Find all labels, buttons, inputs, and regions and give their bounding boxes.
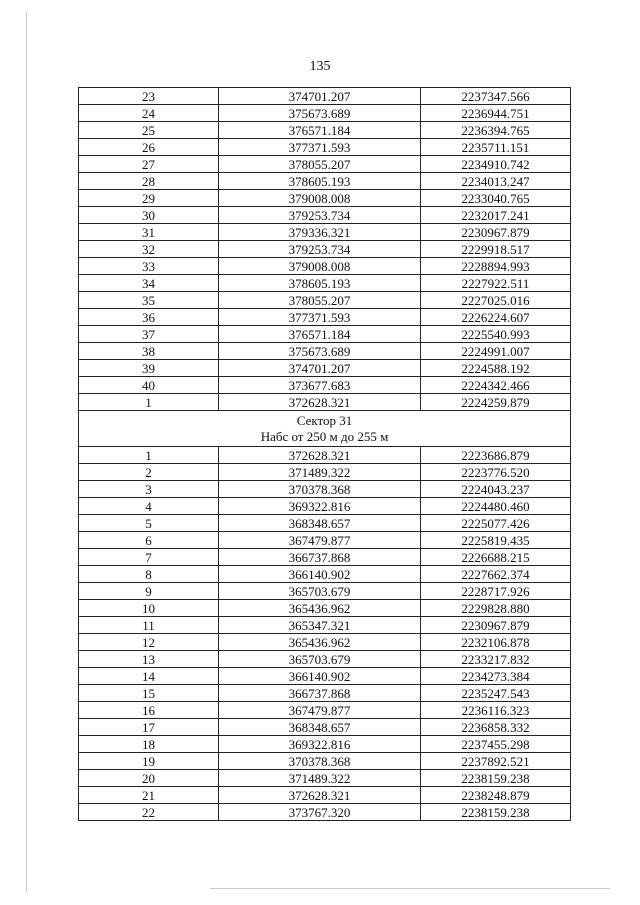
point-number-cell: 13	[79, 651, 219, 668]
point-number-cell: 33	[79, 258, 219, 275]
table-row	[79, 122, 571, 139]
point-number-cell: 37	[79, 326, 219, 343]
point-number-cell: 17	[79, 719, 219, 736]
table-row	[79, 668, 571, 685]
x-coordinate-cell: 377371.593	[219, 309, 421, 326]
point-number-cell: 7	[79, 549, 219, 566]
table-row	[79, 190, 571, 207]
table-row	[79, 360, 571, 377]
y-coordinate-cell: 2236394.765	[421, 122, 571, 139]
y-coordinate-cell: 2232017.241	[421, 207, 571, 224]
point-number-cell: 20	[79, 770, 219, 787]
x-coordinate-cell: 367479.877	[219, 532, 421, 549]
point-number-cell: 40	[79, 377, 219, 394]
point-number-cell: 27	[79, 156, 219, 173]
point-number-cell: 36	[79, 309, 219, 326]
x-coordinate-cell: 374701.207	[219, 360, 421, 377]
point-number-cell: 5	[79, 515, 219, 532]
table-row	[79, 617, 571, 634]
y-coordinate-cell: 2229918.517	[421, 241, 571, 258]
y-coordinate-cell: 2229828.880	[421, 600, 571, 617]
table-row	[79, 275, 571, 292]
point-number-cell: 25	[79, 122, 219, 139]
x-coordinate-cell: 378055.207	[219, 156, 421, 173]
x-coordinate-cell: 371489.322	[219, 464, 421, 481]
page-number: 135	[309, 59, 331, 74]
point-number-cell: 3	[79, 481, 219, 498]
x-coordinate-cell: 365703.679	[219, 651, 421, 668]
y-coordinate-cell: 2236944.751	[421, 105, 571, 122]
table-row	[79, 258, 571, 275]
table-row	[79, 583, 571, 600]
x-coordinate-cell: 379008.008	[219, 190, 421, 207]
y-coordinate-cell: 2233040.765	[421, 190, 571, 207]
y-coordinate-cell: 2227025.016	[421, 292, 571, 309]
x-coordinate-cell: 379253.734	[219, 207, 421, 224]
x-coordinate-cell: 366140.902	[219, 566, 421, 583]
table-row	[79, 549, 571, 566]
x-coordinate-cell: 370378.368	[219, 481, 421, 498]
table-row	[79, 139, 571, 156]
point-number-cell: 24	[79, 105, 219, 122]
x-coordinate-cell: 375673.689	[219, 105, 421, 122]
table-row	[79, 566, 571, 583]
y-coordinate-cell: 2224259.879	[421, 394, 571, 411]
x-coordinate-cell: 365436.962	[219, 600, 421, 617]
table-row	[79, 532, 571, 549]
section-header-group	[79, 411, 571, 447]
table-row	[79, 651, 571, 668]
y-coordinate-cell: 2226224.607	[421, 309, 571, 326]
table-row	[79, 481, 571, 498]
x-coordinate-cell: 369322.816	[219, 498, 421, 515]
x-coordinate-cell: 365347.321	[219, 617, 421, 634]
point-number-cell: 6	[79, 532, 219, 549]
y-coordinate-cell: 2238159.238	[421, 770, 571, 787]
point-number-cell: 12	[79, 634, 219, 651]
x-coordinate-cell: 379336.321	[219, 224, 421, 241]
point-number-cell: 14	[79, 668, 219, 685]
y-coordinate-cell: 2235711.151	[421, 139, 571, 156]
point-number-cell: 1	[79, 447, 219, 464]
point-number-cell: 16	[79, 702, 219, 719]
coordinates-table	[78, 87, 571, 821]
point-number-cell: 30	[79, 207, 219, 224]
x-coordinate-cell: 378055.207	[219, 292, 421, 309]
table-row	[79, 634, 571, 651]
x-coordinate-cell: 369322.816	[219, 736, 421, 753]
x-coordinate-cell: 370378.368	[219, 753, 421, 770]
point-number-cell: 21	[79, 787, 219, 804]
table-row	[79, 156, 571, 173]
x-coordinate-cell: 366140.902	[219, 668, 421, 685]
scan-edge-left	[26, 12, 27, 892]
y-coordinate-cell: 2224043.237	[421, 481, 571, 498]
x-coordinate-cell: 379008.008	[219, 258, 421, 275]
table-row	[79, 394, 571, 411]
point-number-cell: 10	[79, 600, 219, 617]
y-coordinate-cell: 2228894.993	[421, 258, 571, 275]
point-number-cell: 23	[79, 88, 219, 105]
x-coordinate-cell: 372628.321	[219, 787, 421, 804]
y-coordinate-cell: 2225540.993	[421, 326, 571, 343]
table-row	[79, 702, 571, 719]
table-row	[79, 377, 571, 394]
table-row	[79, 309, 571, 326]
y-coordinate-cell: 2237347.566	[421, 88, 571, 105]
scan-edge-bottom	[210, 888, 610, 889]
point-number-cell: 31	[79, 224, 219, 241]
point-number-cell: 34	[79, 275, 219, 292]
y-coordinate-cell: 2236116.323	[421, 702, 571, 719]
table-row	[79, 719, 571, 736]
y-coordinate-cell: 2223686.879	[421, 447, 571, 464]
table-row	[79, 736, 571, 753]
x-coordinate-cell: 366737.868	[219, 549, 421, 566]
x-coordinate-cell: 372628.321	[219, 447, 421, 464]
table-row	[79, 753, 571, 770]
x-coordinate-cell: 368348.657	[219, 719, 421, 736]
point-number-cell: 11	[79, 617, 219, 634]
table-body-after-section	[79, 447, 571, 821]
point-number-cell: 35	[79, 292, 219, 309]
x-coordinate-cell: 376571.184	[219, 326, 421, 343]
point-number-cell: 38	[79, 343, 219, 360]
y-coordinate-cell: 2228717.926	[421, 583, 571, 600]
point-number-cell: 29	[79, 190, 219, 207]
x-coordinate-cell: 374701.207	[219, 88, 421, 105]
table-row	[79, 447, 571, 464]
table-row	[79, 326, 571, 343]
y-coordinate-cell: 2234910.742	[421, 156, 571, 173]
table-row	[79, 464, 571, 481]
y-coordinate-cell: 2235247.543	[421, 685, 571, 702]
table-row	[79, 498, 571, 515]
table-row	[79, 770, 571, 787]
section-header-cell	[79, 411, 571, 447]
y-coordinate-cell: 2238248.879	[421, 787, 571, 804]
x-coordinate-cell: 379253.734	[219, 241, 421, 258]
point-number-cell: 15	[79, 685, 219, 702]
x-coordinate-cell: 366737.868	[219, 685, 421, 702]
table-row	[79, 804, 571, 821]
y-coordinate-cell: 2237455.298	[421, 736, 571, 753]
y-coordinate-cell: 2224480.460	[421, 498, 571, 515]
x-coordinate-cell: 377371.593	[219, 139, 421, 156]
point-number-cell: 26	[79, 139, 219, 156]
x-coordinate-cell: 373767.320	[219, 804, 421, 821]
y-coordinate-cell: 2238159.238	[421, 804, 571, 821]
x-coordinate-cell: 378605.193	[219, 173, 421, 190]
y-coordinate-cell: 2234013.247	[421, 173, 571, 190]
x-coordinate-cell: 375673.689	[219, 343, 421, 360]
table-row	[79, 515, 571, 532]
x-coordinate-cell: 373677.683	[219, 377, 421, 394]
point-number-cell: 9	[79, 583, 219, 600]
point-number-cell: 4	[79, 498, 219, 515]
point-number-cell: 18	[79, 736, 219, 753]
table-row	[79, 787, 571, 804]
x-coordinate-cell: 367479.877	[219, 702, 421, 719]
y-coordinate-cell: 2225077.426	[421, 515, 571, 532]
table-row	[79, 685, 571, 702]
y-coordinate-cell: 2236858.332	[421, 719, 571, 736]
point-number-cell: 28	[79, 173, 219, 190]
x-coordinate-cell: 378605.193	[219, 275, 421, 292]
table-row	[79, 292, 571, 309]
table-body-before-section	[79, 88, 571, 411]
table-row	[79, 173, 571, 190]
table-row	[79, 207, 571, 224]
section-subtitle: Набс от 250 м до 255 м	[260, 428, 389, 444]
table-row	[79, 600, 571, 617]
y-coordinate-cell: 2237892.521	[421, 753, 571, 770]
y-coordinate-cell: 2232106.878	[421, 634, 571, 651]
y-coordinate-cell: 2226688.215	[421, 549, 571, 566]
point-number-cell: 2	[79, 464, 219, 481]
table-row	[79, 241, 571, 258]
point-number-cell: 1	[79, 394, 219, 411]
y-coordinate-cell: 2233217.832	[421, 651, 571, 668]
x-coordinate-cell: 376571.184	[219, 122, 421, 139]
point-number-cell: 39	[79, 360, 219, 377]
y-coordinate-cell: 2230967.879	[421, 224, 571, 241]
y-coordinate-cell: 2224588.192	[421, 360, 571, 377]
section-header-row	[79, 411, 571, 447]
point-number-cell: 8	[79, 566, 219, 583]
x-coordinate-cell: 368348.657	[219, 515, 421, 532]
y-coordinate-cell: 2224991.007	[421, 343, 571, 360]
point-number-cell: 19	[79, 753, 219, 770]
x-coordinate-cell: 365703.679	[219, 583, 421, 600]
y-coordinate-cell: 2227662.374	[421, 566, 571, 583]
y-coordinate-cell: 2227922.511	[421, 275, 571, 292]
table-row	[79, 105, 571, 122]
y-coordinate-cell: 2234273.384	[421, 668, 571, 685]
table-row	[79, 343, 571, 360]
y-coordinate-cell: 2223776.520	[421, 464, 571, 481]
y-coordinate-cell: 2230967.879	[421, 617, 571, 634]
y-coordinate-cell: 2225819.435	[421, 532, 571, 549]
table-row	[79, 224, 571, 241]
x-coordinate-cell: 372628.321	[219, 394, 421, 411]
point-number-cell: 22	[79, 804, 219, 821]
section-title: Сектор 31	[296, 412, 353, 428]
x-coordinate-cell: 365436.962	[219, 634, 421, 651]
y-coordinate-cell: 2224342.466	[421, 377, 571, 394]
table-row	[79, 88, 571, 105]
point-number-cell: 32	[79, 241, 219, 258]
x-coordinate-cell: 371489.322	[219, 770, 421, 787]
